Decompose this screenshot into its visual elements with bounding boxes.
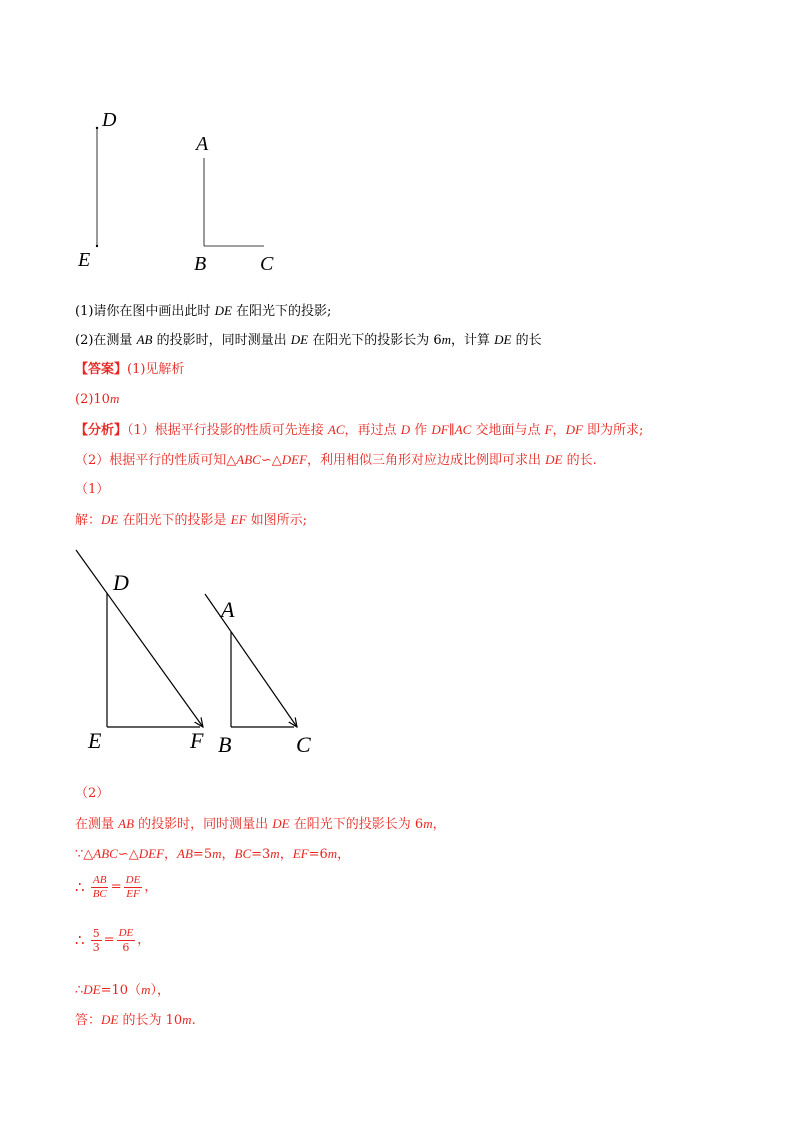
eq2-equals: = [103,932,115,948]
label-e: E [88,728,102,753]
analysis-line-1 [75,421,643,440]
a1v6: DF [565,422,583,437]
answer-2-num: (2)10 [75,392,110,407]
res-b: =10（ [100,983,142,998]
answer-line-2 [75,390,119,409]
s1-label: （1） [75,482,110,497]
s2l2v5: EF [292,846,309,861]
q2-p3: 在阳光下的投影长为 6 [308,333,442,348]
s2l2d: ， [221,847,235,862]
s2l1v1: AB [118,816,135,831]
fraction-5-3 [91,927,102,954]
label-b: B [194,253,207,275]
s2l2f: ， [279,847,293,862]
therefore-2: ∴ [75,931,85,949]
label-d: D [113,570,129,595]
s2l2v2: DEF [138,846,165,861]
label-c: C [260,253,274,275]
s2l1d: ， [432,817,446,832]
a1v3: DF [431,422,449,437]
s1v2: EF [230,512,247,527]
question-2 [75,331,542,350]
label-a: A [221,597,235,622]
res-v: DE [83,982,101,997]
answer-line-1 [75,361,184,379]
a2sim: ∽△ [260,453,282,468]
s2-label: （2） [75,786,110,801]
a1v1: AC [327,422,345,437]
a2a: （2）根据平行的性质可知△ [75,453,237,468]
label-e: E [78,249,91,271]
answer-1: (1)见解析 [127,362,185,377]
a2v2: DEF [281,452,308,467]
q2-p2: 的投影时，同时测量出 [152,333,291,348]
label-f: F [190,728,204,753]
frac2-num: DE [125,873,141,886]
label-a: A [196,133,209,155]
a2v1: ABC [236,452,261,467]
s2l1u: m [423,816,433,831]
res-a: ∴ [75,983,84,998]
s2l2h: ， [337,847,351,862]
s1c: 如图所示; [246,513,308,528]
equation-2 [75,925,150,956]
q1-text-b: 在阳光下的投影; [231,304,332,319]
eq2-end: ， [137,932,151,948]
q2-unit: m [441,332,451,347]
res-u: m [141,982,151,997]
frac4-den: 6 [122,940,130,954]
s2l2v1: ABC [93,846,118,861]
eq1-equals: = [110,879,122,895]
s2l1v2: DE [272,816,290,831]
label-c: C [296,732,311,757]
fraction-de-ef [124,874,143,901]
s2l2u1: m [212,846,222,861]
s2l2sim: ∽△ [117,847,139,862]
equation-1 [75,872,157,903]
a1v5: F [544,422,553,437]
figure-2 [0,540,800,770]
res-c: ）， [150,983,170,998]
q2-p5: 的长 [511,333,542,348]
answer-2-unit: m [109,391,120,406]
q2-v2: DE [290,332,309,347]
a1v4: AC [454,422,472,437]
ans-u: m [182,1012,192,1027]
a1a: （1）根据平行投影的性质可先连接 [127,423,328,438]
sunray-ac [205,594,297,727]
analysis-tag: 【分析】 [75,423,128,438]
q2-p4: ，计算 [451,333,495,348]
frac3-den: 3 [92,940,100,954]
s2l2u2: m [270,846,280,861]
solution-part2-line2 [75,845,350,864]
frac3-num: 5 [92,926,100,940]
question-1 [75,302,331,321]
s1v1: DE [101,512,119,527]
ans-c: . [191,1013,196,1028]
frac1-num: AB [92,873,107,886]
analysis-line-2 [75,451,597,470]
s2l2v4: BC [234,846,252,861]
fraction-ab-bc [91,874,109,901]
point-d [96,127,98,129]
a1d: 交地面与点 [471,423,545,438]
solution-part1-text [75,511,307,530]
a1b: ，再过点 [344,423,401,438]
s2l2a: ∵△ [75,847,94,862]
s2l2g: =6 [308,847,328,862]
solution-part2-label [75,785,109,803]
result-line [75,981,170,1000]
final-answer [75,1011,196,1030]
a1c: 作 [410,423,432,438]
s2l1a: 在测量 [75,817,119,832]
sunray-df [76,550,203,727]
frac2-den: EF [126,887,140,900]
a2b: ，利用相似三角形对应边成比例即可求出 [307,453,546,468]
point-e [96,245,98,247]
q2-v1: AB [136,332,153,347]
q1-text-a: (1)请你在图中画出此时 [75,304,215,319]
s2l1c: 在阳光下的投影长为 6 [289,817,424,832]
a1v2: D [400,422,411,437]
a1f: 即为所求; [582,423,644,438]
q2-v3: DE [494,332,512,347]
a1e: ， [552,423,566,438]
a2v3: DE [545,452,563,467]
s1b: 在阳光下的投影是 [118,513,231,528]
s2l2e: =3 [251,847,271,862]
solution-part2-line1 [75,815,446,834]
s2l2c: =5 [192,847,213,862]
therefore-1: ∴ [75,878,85,896]
ans-b: 的长为 10 [118,1013,183,1028]
label-b: B [218,732,232,757]
solution-part1-label [75,481,109,499]
frac4-num: DE [118,926,134,939]
s2l2b: ， [164,847,178,862]
s2l2v3: AB [177,846,193,861]
a2c: 的长. [562,453,597,468]
fraction-de-6 [117,927,136,954]
a1par: ∥ [448,423,455,438]
q2-p1: (2)在测量 [75,333,137,348]
frac1-den: BC [92,887,107,900]
figure-1 [0,0,800,290]
ans-a: 答： [75,1013,102,1028]
s2l1b: 的投影时，同时测量出 [134,817,273,832]
eq1-end: ， [144,879,158,895]
answer-tag: 【答案】 [75,362,128,377]
ans-v: DE [101,1012,119,1027]
label-d: D [102,109,117,131]
s2l2u3: m [327,846,338,861]
s1a: 解： [75,513,102,528]
q1-var: DE [214,303,232,318]
